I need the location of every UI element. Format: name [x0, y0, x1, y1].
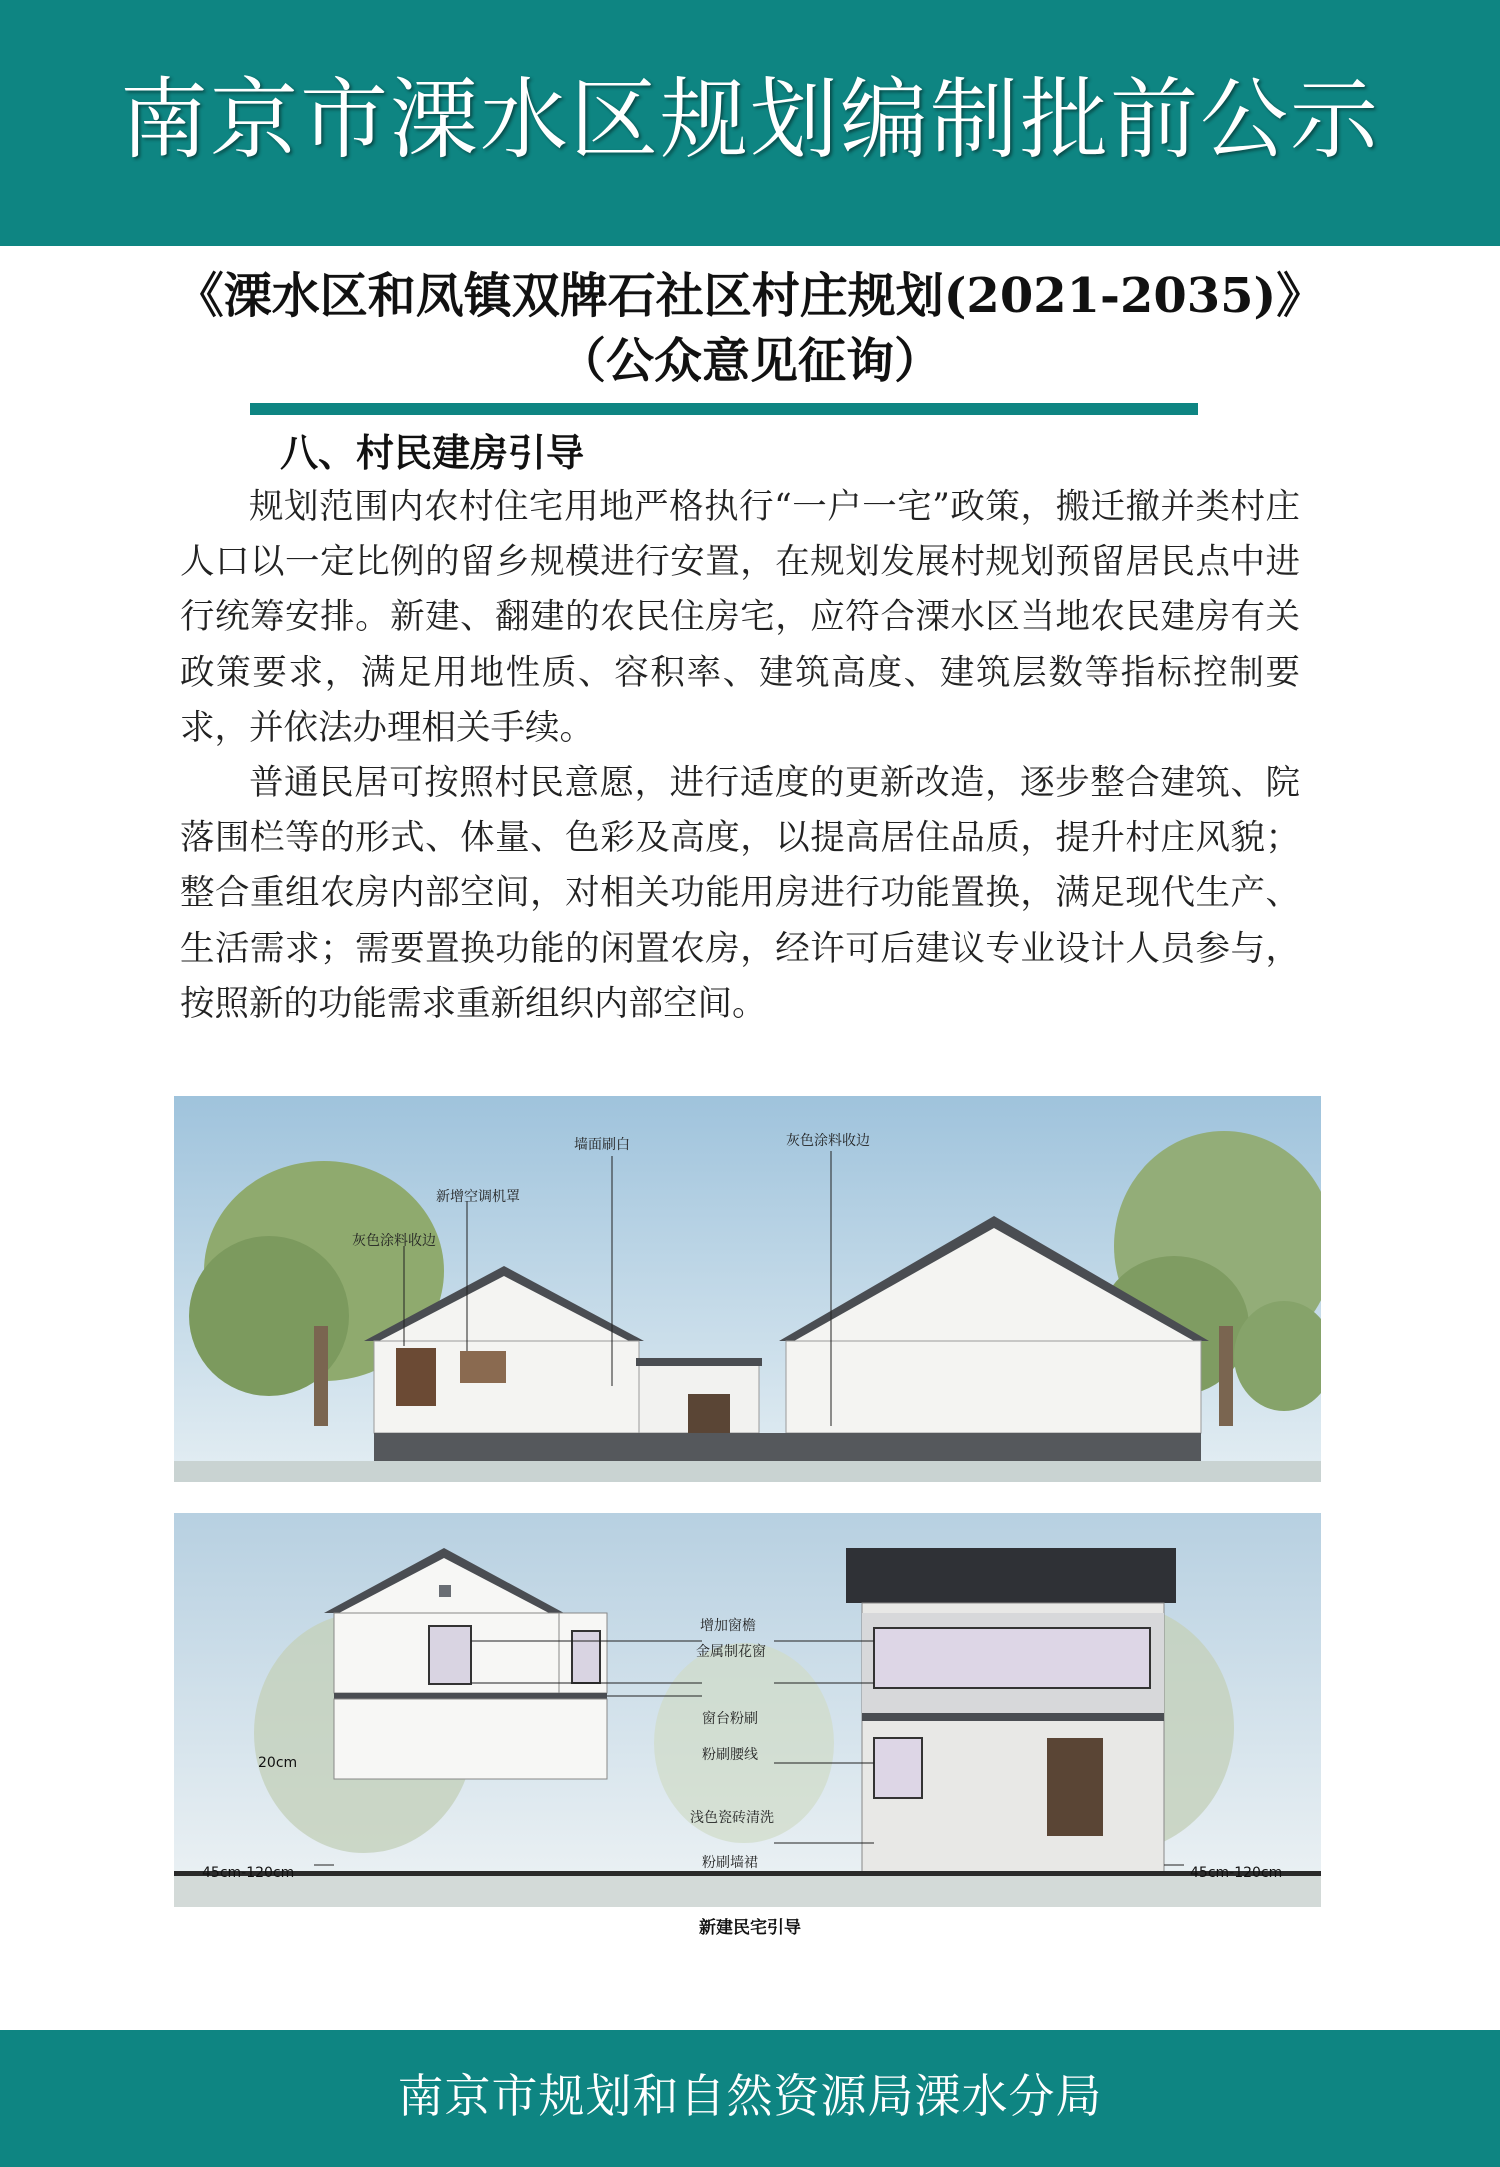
section-body — [180, 480, 1300, 1032]
annotation-grey-trim-right: 灰色涂料收边 — [786, 1133, 870, 1149]
paragraph: 普通民居可按照村民意愿，进行适度的更新改造，逐步整合建筑、院落围栏等的形式、体量、色彩及高度，以提高居住品质，提升村庄风貌；整合重组农房内部空间，对相关功能用房进行功能置换，满足现代生产、生活需求；需要置换功能的闲置农房，经许可后建议专业设计人员参与，按照新的功能需求重新组织内部空间。 — [180, 763, 1300, 1024]
footer-agency: 南京市规划和自然资源局溧水分局 — [397, 2069, 1103, 2123]
document-title: 《溧水区和凤镇双牌石社区村庄规划(2021-2035)》 — [175, 268, 1325, 324]
annotation-ac-cover: 新增空调机罩 — [436, 1189, 520, 1205]
annotation-grey-trim-left: 灰色涂料收边 — [352, 1233, 436, 1249]
dimension-right: 45cm-120cm — [1190, 1865, 1283, 1881]
annotation-window-eave: 增加窗檐 — [700, 1618, 756, 1634]
dimension-20cm: 20cm — [258, 1755, 298, 1771]
paragraph: 规划范围内农村住宅用地严格执行“一户一宅”政策，搬迁撤并类村庄人口以一定比例的留乡规模进行安置，在规划发展村规划预留居民点中进行统筹安排。新建、翻建的农民住房宅，应符合溧水区当地农民建房有关政策要求，满足用地性质、容积率、建筑高度、建筑层数等指标控制要求，并依法办理相关手续。 — [180, 487, 1300, 748]
annotation-wall-white: 墙面刷白 — [574, 1137, 630, 1153]
section-heading: 八、村民建房引导 — [280, 431, 585, 475]
document-subtitle: （公众意见征询） — [557, 333, 942, 389]
renovation-elevation-image — [174, 1096, 1321, 1482]
annotation-metal-window: 金属制花窗 — [696, 1644, 766, 1660]
page-title: 南京市溧水区规划编制批前公示 — [119, 68, 1380, 171]
annotation-tile-clean: 浅色瓷砖清洗 — [690, 1810, 774, 1826]
annotation-wall-skirt: 粉刷墙裙 — [702, 1855, 758, 1871]
new-house-facade-image — [174, 1513, 1321, 1907]
annotation-waist-line: 粉刷腰线 — [702, 1747, 758, 1763]
title-divider — [250, 403, 1198, 415]
dimension-left: 45cm-120cm — [202, 1865, 295, 1881]
annotation-sill-paint: 窗台粉刷 — [702, 1711, 758, 1727]
figure-caption: 新建民宅引导 — [699, 1918, 801, 1938]
